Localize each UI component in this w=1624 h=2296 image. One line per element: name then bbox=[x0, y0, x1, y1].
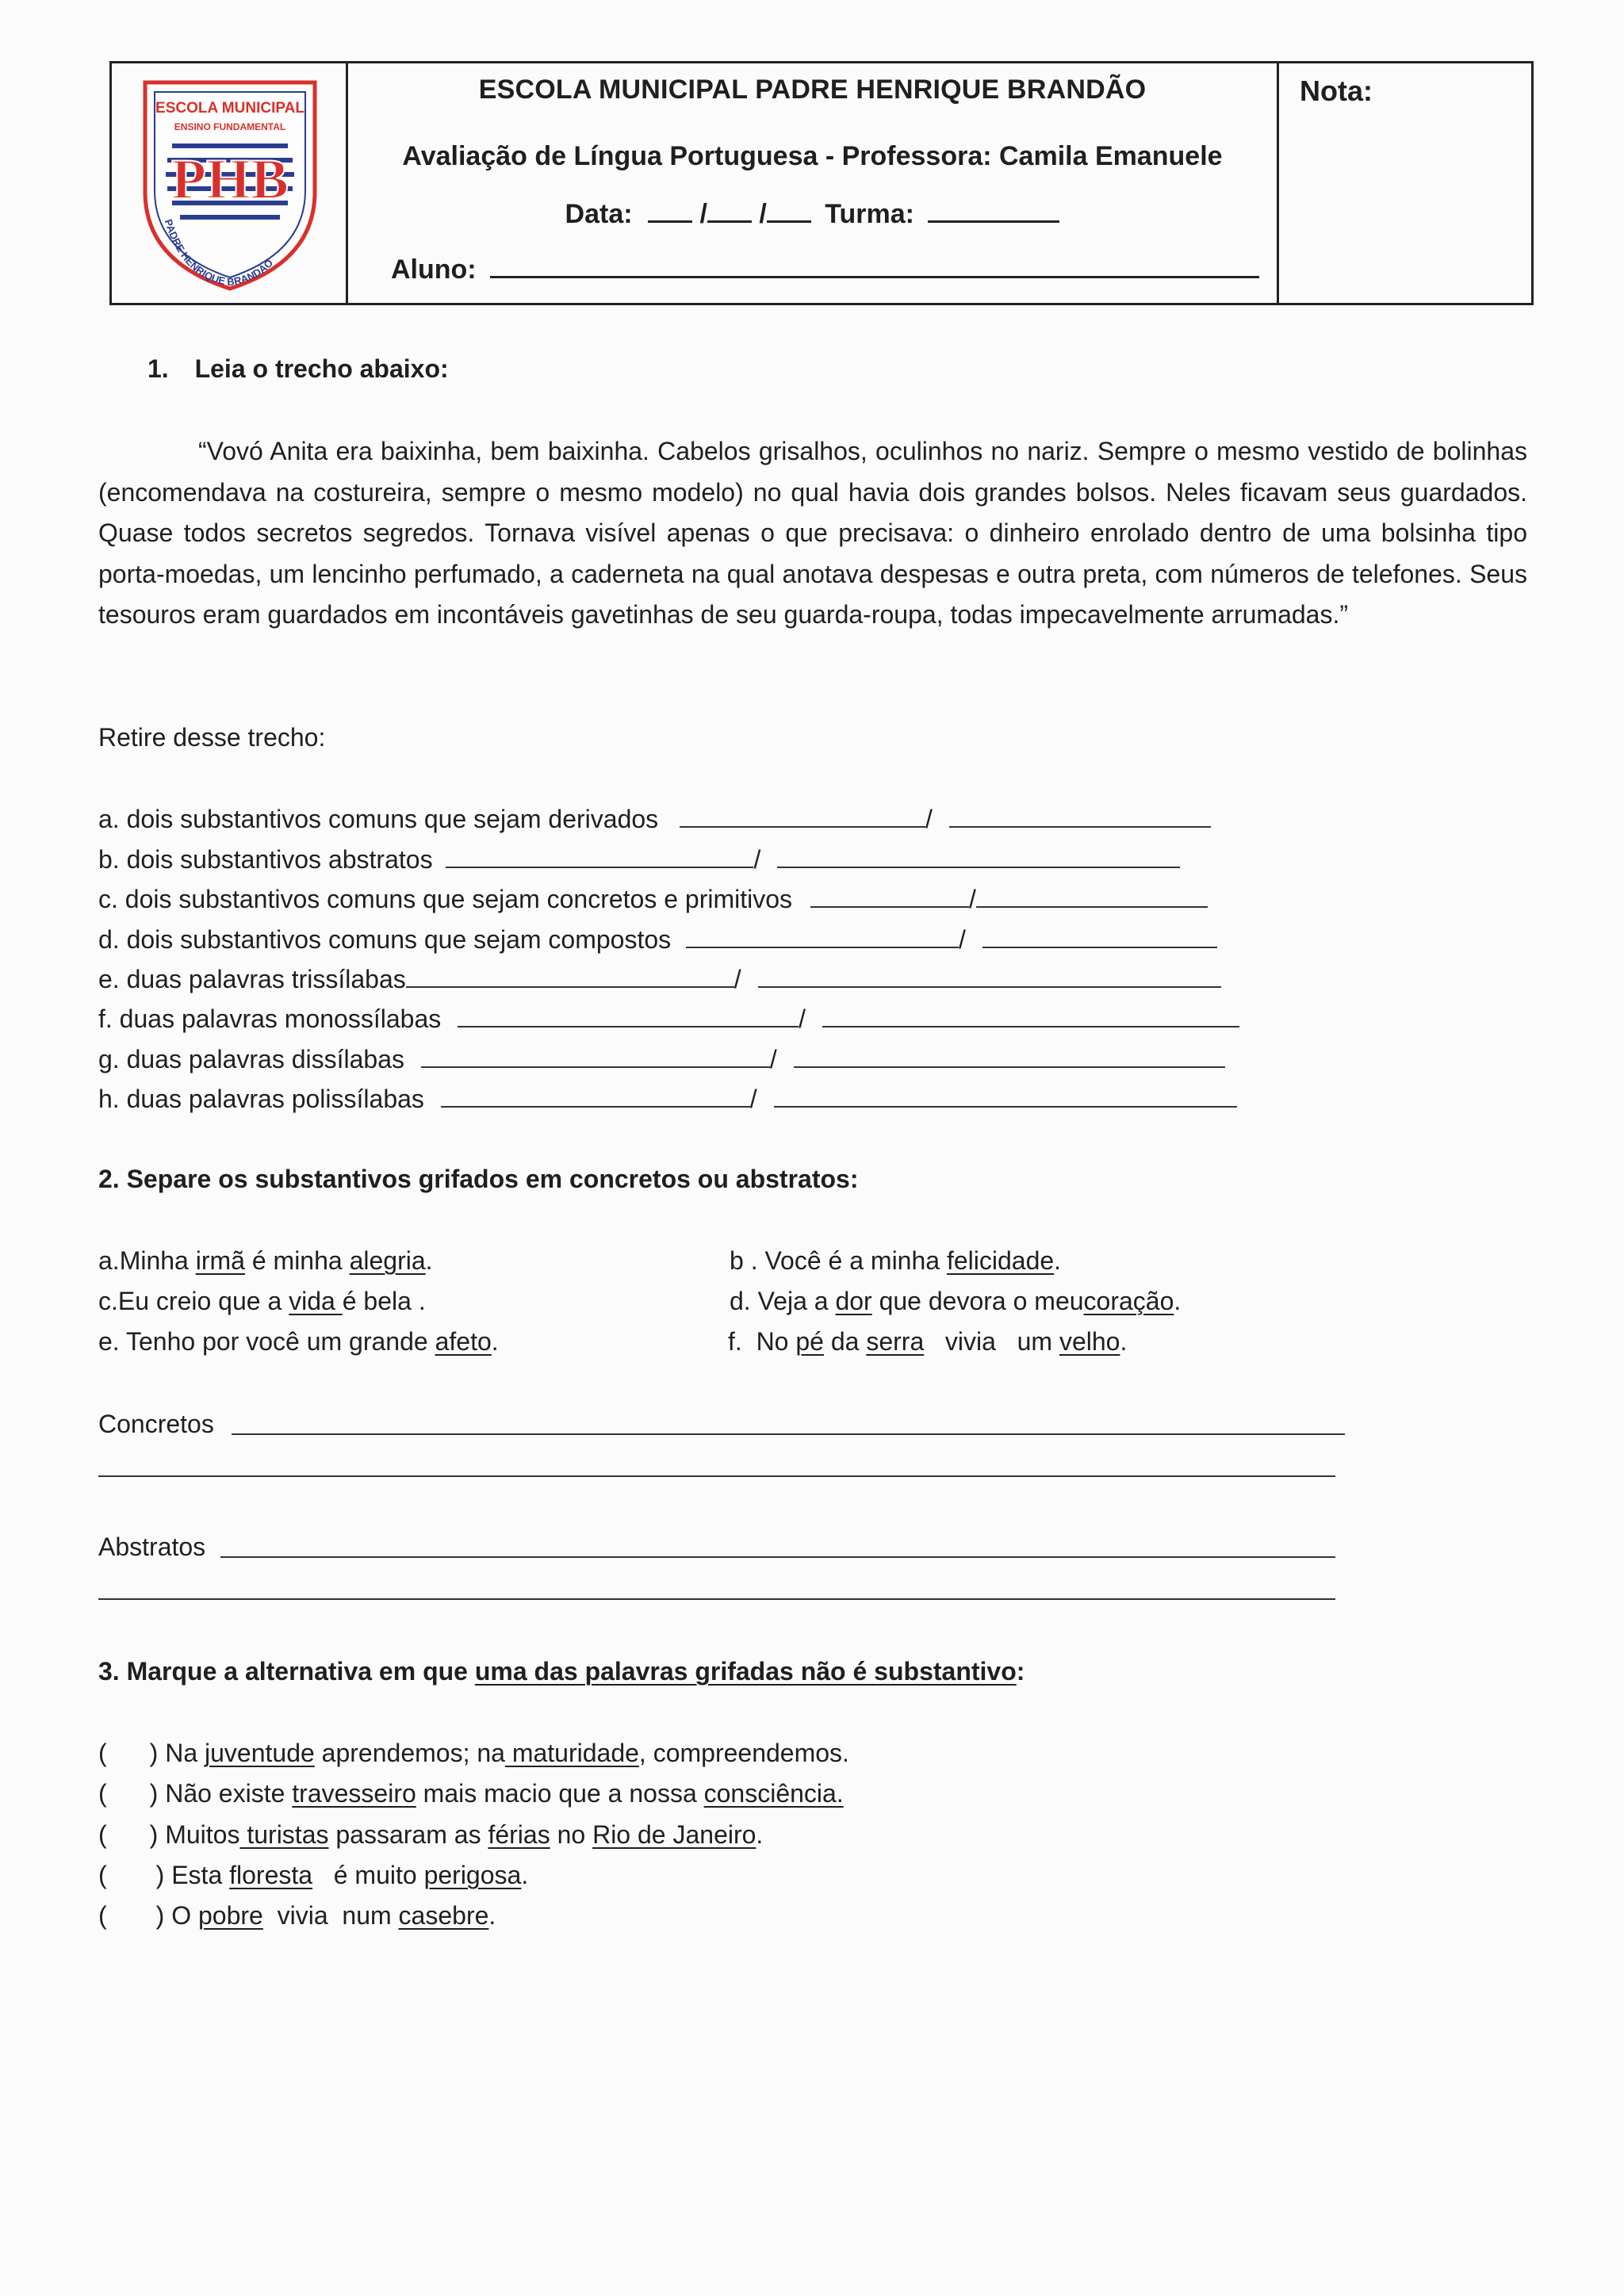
q1-item-e-blank-2[interactable] bbox=[758, 966, 1221, 988]
title-cell bbox=[348, 63, 1279, 303]
q1-heading bbox=[147, 356, 449, 381]
q3-option-4-pre: ) Esta bbox=[155, 1861, 230, 1889]
q1-passage-text: “Vovó Anita era baixinha, bem baixinha. Cabelos grisalhos, oculinhos no nariz. Sempre o mesmo vestido de bolinhas (encomendava na costureira, sempre o mesmo modelo) no qual havia dois grandes bolsos. Neles ficavam seus guardados. Quase todos secretos segredos. Tornava visível apenas o que precisava: o dinheiro enrolado dentro de uma bolsinha tipo porta-moedas, um lencinho perfumado, a caderneta na qual anotava despesas e outra preta, com números de telefones. Seus tesouros eram guardados em incontáveis gavetinhas de seu guarda-roupa, todas impecavelmente arrumadas.” bbox=[98, 437, 1527, 629]
logo-top-text: ESCOLA MUNICIPAL bbox=[155, 100, 304, 117]
q1-item-a-blank-2[interactable] bbox=[949, 806, 1211, 828]
q1-item-f-blank-2[interactable] bbox=[822, 1005, 1239, 1027]
q3-option-5-underlined-1: pobre bbox=[197, 1901, 263, 1930]
q1-item-d-text: d. dois substantivos comuns que sejam compostos bbox=[98, 925, 672, 954]
q2-heading: 2. Separe os substantivos grifados em concretos ou abstratos: bbox=[98, 1165, 859, 1193]
q3-option-5-checkbox[interactable]: ( bbox=[98, 1901, 107, 1930]
q3-option-3-underlined-3: Rio de Janeiro bbox=[592, 1820, 756, 1849]
q1-item-b-blank-1[interactable] bbox=[446, 846, 753, 868]
q1-item-f-blank-1[interactable] bbox=[458, 1005, 799, 1027]
grade-cell bbox=[1279, 63, 1531, 303]
q3-option-4-post: . bbox=[521, 1861, 529, 1889]
q3-option-1-checkbox[interactable]: ( bbox=[98, 1739, 107, 1767]
q1-item-h-text: h. duas palavras polissílabas bbox=[98, 1085, 424, 1113]
q3-option-3 bbox=[98, 1822, 763, 1847]
q1-item-a: a. dois substantivos comuns que sejam derivados / bbox=[98, 806, 1211, 832]
q3-option-3-checkbox[interactable]: ( bbox=[98, 1820, 107, 1849]
q1-item-c-blank-1[interactable] bbox=[810, 886, 969, 908]
q3-option-3-pre: ) Muitos bbox=[149, 1820, 240, 1849]
q1-item-d-blank-2[interactable] bbox=[982, 926, 1217, 948]
concretos-answer-line-2[interactable] bbox=[98, 1475, 1335, 1477]
q3-option-2-underlined-2: consciência. bbox=[703, 1779, 844, 1808]
q1-number: 1. bbox=[147, 354, 169, 383]
logo-ring-text: PADRE HENRIQUE BRANDÃO bbox=[162, 217, 276, 289]
q3-option-1-underlined-2: maturidade bbox=[504, 1739, 639, 1767]
q3-option-1-underlined-1: juventude bbox=[205, 1739, 315, 1767]
q2-sentence-f bbox=[728, 1329, 1127, 1354]
concretos-answer-line-1[interactable] bbox=[232, 1433, 1345, 1435]
abstratos-answer-line-2[interactable] bbox=[98, 1598, 1335, 1600]
q1-item-b: b. dois substantivos abstratos / bbox=[98, 846, 1180, 872]
q3-option-2-underlined-1: travesseiro bbox=[292, 1779, 416, 1808]
turma-field[interactable] bbox=[928, 197, 1059, 223]
abstratos-label: Abstratos bbox=[98, 1533, 206, 1561]
q2-d-mid: que devora o meu bbox=[871, 1287, 1084, 1315]
q3-option-2 bbox=[98, 1781, 844, 1806]
q1-instruction: Retire desse trecho: bbox=[98, 723, 326, 752]
q1-item-d: d. dois substantivos comuns que sejam compostos / bbox=[98, 926, 1217, 952]
school-name: ESCOLA MUNICIPAL PADRE HENRIQUE BRANDÃO bbox=[478, 75, 1147, 105]
q2-d-underlined-1: dor bbox=[835, 1287, 872, 1315]
q1-heading-text: Leia o trecho abaixo: bbox=[194, 354, 449, 383]
date-day-field[interactable] bbox=[648, 197, 692, 223]
q2-sentence-e bbox=[98, 1329, 499, 1354]
date-year-field[interactable] bbox=[767, 197, 811, 223]
q3-heading bbox=[98, 1659, 1025, 1684]
q2-f-pre: f. No bbox=[728, 1327, 796, 1356]
q3-option-1 bbox=[98, 1740, 849, 1766]
q2-e-pre: e. Tenho por você um grande bbox=[98, 1327, 435, 1356]
q2-e-underlined-1: afeto bbox=[435, 1327, 492, 1356]
student-line bbox=[391, 252, 1259, 285]
exam-subtitle: Avaliação de Língua Portuguesa - Professora: Camila Emanuele bbox=[402, 141, 1223, 171]
q2-a-underlined-2: alegria bbox=[349, 1246, 426, 1275]
date-class-line: Data: / / Turma: bbox=[348, 197, 1277, 230]
q1-item-e-blank-1[interactable] bbox=[406, 966, 734, 988]
q1-item-e-text: e. duas palavras trissílabas bbox=[98, 965, 406, 993]
date-label: Data: bbox=[565, 199, 633, 229]
date-month-field[interactable] bbox=[707, 197, 752, 223]
q3-option-4-mid: é muito bbox=[312, 1861, 424, 1889]
q2-f-post: . bbox=[1120, 1327, 1128, 1356]
q2-a-pre: a.Minha bbox=[98, 1246, 196, 1275]
q2-a-underlined-1: irmã bbox=[195, 1246, 245, 1275]
q3-option-4-checkbox[interactable]: ( bbox=[98, 1861, 107, 1889]
q1-item-a-blank-1[interactable] bbox=[680, 806, 925, 828]
q2-sentence-d bbox=[730, 1288, 1181, 1314]
q1-item-g-blank-2[interactable] bbox=[794, 1046, 1225, 1068]
q1-item-g-text: g. duas palavras dissílabas bbox=[98, 1045, 404, 1073]
q3-option-5-underlined-2: casebre bbox=[398, 1901, 489, 1930]
q1-item-f-text: f. duas palavras monossílabas bbox=[98, 1004, 442, 1033]
logo-sub-text: ENSINO FUNDAMENTAL bbox=[174, 121, 286, 132]
aluno-label: Aluno: bbox=[391, 254, 477, 285]
q3-option-2-mid: mais macio que a nossa bbox=[416, 1779, 704, 1808]
q3-option-3-underlined-1: turistas bbox=[239, 1820, 329, 1849]
q1-item-e: e. duas palavras trissílabas / bbox=[98, 966, 1221, 992]
q1-item-h-blank-2[interactable] bbox=[774, 1085, 1237, 1108]
q3-heading-pre: 3. Marque a alternativa em que bbox=[98, 1657, 475, 1686]
q3-option-1-post: , compreendemos. bbox=[638, 1739, 849, 1767]
q2-d-underlined-2: coração bbox=[1083, 1287, 1174, 1315]
q3-option-2-checkbox[interactable]: ( bbox=[98, 1779, 107, 1808]
logo-cell bbox=[112, 63, 348, 303]
q1-item-c-blank-2[interactable] bbox=[976, 886, 1208, 908]
q1-item-b-text: b. dois substantivos abstratos bbox=[98, 845, 433, 874]
student-name-field[interactable] bbox=[490, 252, 1259, 278]
q2-b-underlined-1: felicidade bbox=[946, 1246, 1055, 1275]
q2-c-underlined-1: vida bbox=[289, 1287, 343, 1315]
q3-option-5-mid: vivia num bbox=[262, 1901, 399, 1930]
q1-passage bbox=[98, 431, 1527, 636]
q1-item-g-blank-1[interactable] bbox=[421, 1046, 770, 1068]
q2-f-underlined-2: serra bbox=[866, 1327, 925, 1356]
q2-f-underlined-1: pé bbox=[795, 1327, 824, 1356]
logo-initials: PHB bbox=[170, 147, 289, 211]
q3-option-5-post: . bbox=[488, 1901, 496, 1930]
q1-item-c: c. dois substantivos comuns que sejam concretos e primitivos / bbox=[98, 886, 1208, 912]
q2-f-mid: da bbox=[823, 1327, 867, 1356]
turma-label: Turma: bbox=[825, 199, 914, 229]
q2-f-underlined-3: velho bbox=[1059, 1327, 1120, 1356]
q2-b-post: . bbox=[1054, 1246, 1062, 1275]
q2-sentence-a bbox=[98, 1248, 433, 1273]
q2-b-pre: b . Você é a minha bbox=[730, 1246, 947, 1275]
q2-sentence-b bbox=[730, 1248, 1061, 1273]
nota-label: Nota: bbox=[1300, 75, 1373, 107]
concretos-label: Concretos bbox=[98, 1410, 214, 1438]
q1-item-b-blank-2[interactable] bbox=[777, 846, 1180, 868]
q2-f-mid-2: vivia um bbox=[924, 1327, 1059, 1356]
q2-a-mid: é minha bbox=[244, 1246, 350, 1275]
q3-option-4 bbox=[98, 1862, 528, 1888]
q1-item-c-text: c. dois substantivos comuns que sejam concretos e primitivos bbox=[98, 885, 793, 913]
q2-a-post: . bbox=[425, 1246, 433, 1275]
q3-option-3-underlined-2: férias bbox=[488, 1820, 550, 1849]
q1-item-g: g. duas palavras dissílabas / bbox=[98, 1046, 1225, 1072]
q3-option-4-underlined-1: floresta bbox=[229, 1861, 313, 1889]
q1-item-f: f. duas palavras monossílabas / bbox=[98, 1005, 1239, 1031]
q3-option-1-pre: ) Na bbox=[149, 1739, 205, 1767]
q1-item-a-text: a. dois substantivos comuns que sejam derivados bbox=[98, 805, 659, 833]
q3-option-5-pre: ) O bbox=[155, 1901, 198, 1930]
q2-c-pre: c.Eu creio que a bbox=[98, 1287, 289, 1315]
q3-option-3-post: . bbox=[756, 1820, 764, 1849]
header-table bbox=[109, 61, 1534, 305]
q3-option-3-mid: passaram as bbox=[328, 1820, 488, 1849]
q3-option-2-pre: ) Não existe bbox=[149, 1779, 293, 1808]
q2-d-pre: d. Veja a bbox=[730, 1287, 836, 1315]
q3-heading-underlined: uma das palavras grifadas não é substantivo bbox=[474, 1657, 1017, 1686]
q1-item-h-blank-1[interactable] bbox=[441, 1085, 750, 1108]
q2-c-mid: é bela . bbox=[342, 1287, 426, 1315]
q3-heading-post: : bbox=[1016, 1657, 1025, 1686]
q1-item-h: h. duas palavras polissílabas / bbox=[98, 1085, 1237, 1112]
q1-item-d-blank-1[interactable] bbox=[686, 926, 959, 948]
q3-option-3-mid-2: no bbox=[550, 1820, 593, 1849]
q2-d-post: . bbox=[1174, 1287, 1182, 1315]
q3-option-5 bbox=[98, 1903, 496, 1928]
q2-sentence-c bbox=[98, 1288, 426, 1314]
q3-option-4-underlined-2: perigosa bbox=[423, 1861, 522, 1889]
school-logo bbox=[131, 73, 329, 297]
q3-option-1-mid: aprendemos; na bbox=[314, 1739, 505, 1767]
q2-e-post: . bbox=[491, 1327, 499, 1356]
abstratos-answer-line-1[interactable] bbox=[220, 1556, 1335, 1558]
